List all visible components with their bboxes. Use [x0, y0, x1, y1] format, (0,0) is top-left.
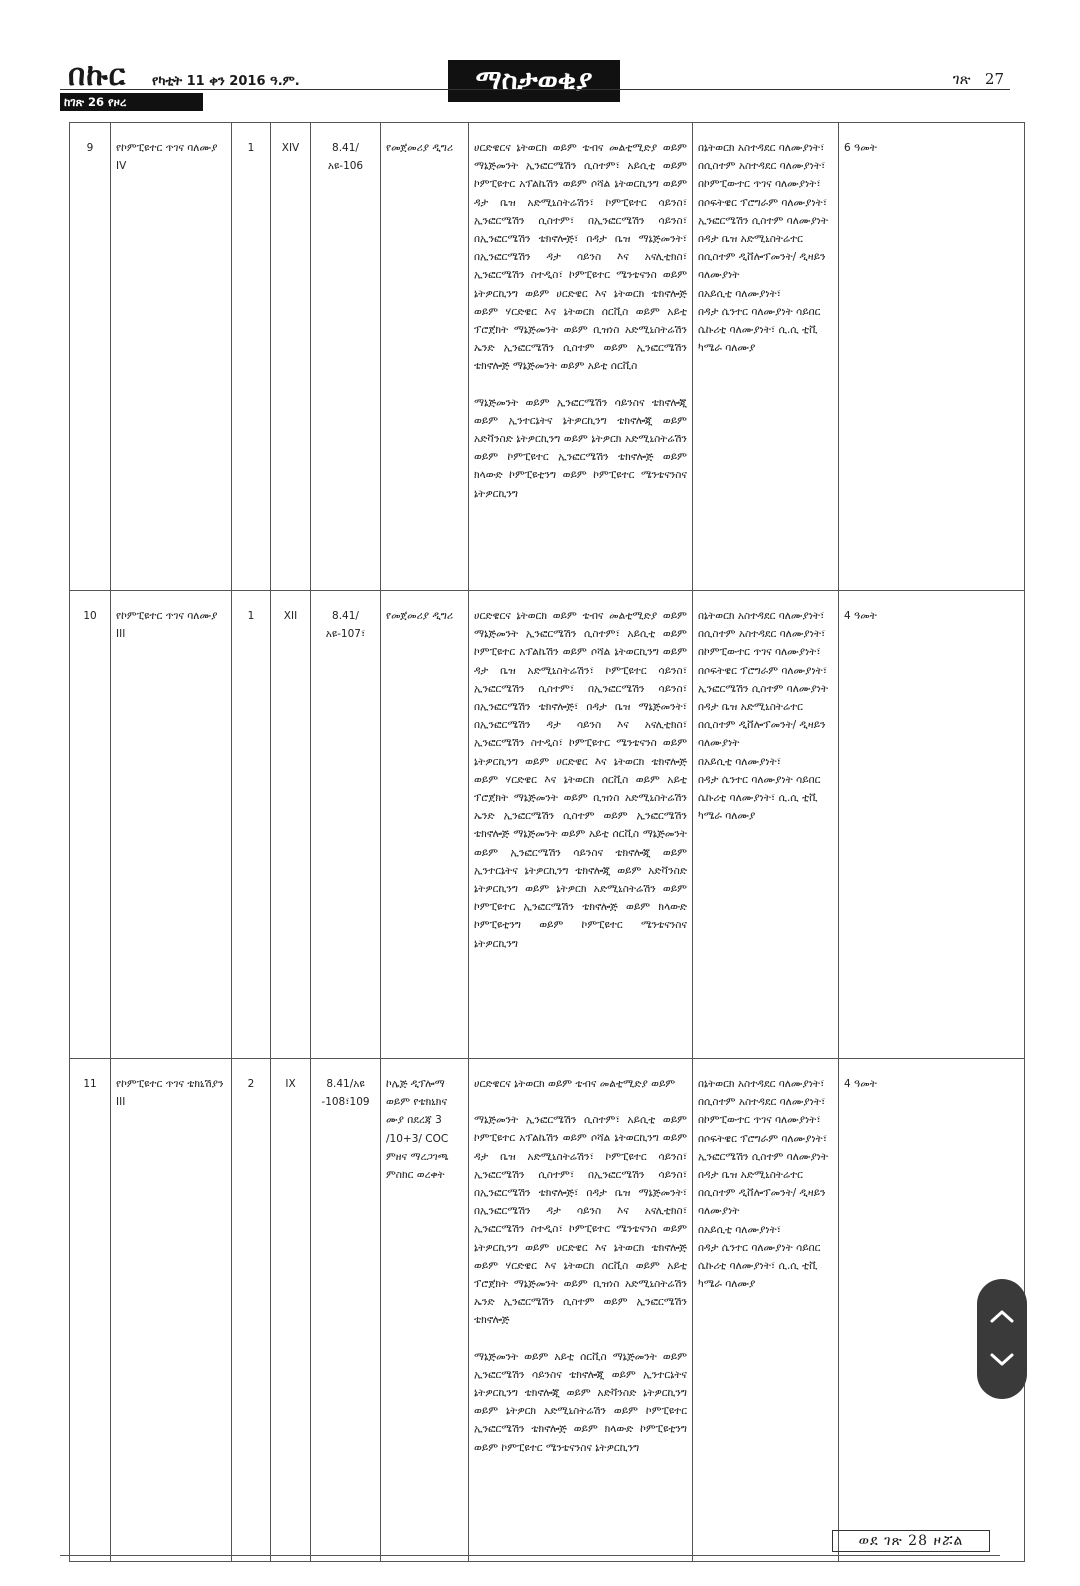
- experience-line: በኔትወርክ አስተዳደር ባለሙያነት፣: [698, 610, 825, 622]
- row-number: 11: [70, 1059, 111, 1562]
- job-code: 8.41/አዩ-106: [311, 123, 381, 591]
- field-paragraph: ማኔጅመንት ኢንፎርሜሽን ሲስተም፣ አይሲቲ ወይም ኮምፒዩተር አፕልኬሽን ወይም ሶሻል ኔትወርኪንግ ወይም ዳታ ቤዝ አድሚኒስትሬሽን፣ ኮምፒዩተር ሳይንስ፣ ኢንፎርሜሽን ሲስተም፣ በኢንፎርሜሽን ሳይንስ፣ በኢንፎርሜሽን ቴክኖሎጅ፣ በዳታ ቤዝ ማኔጅመንት፣ በኢንፎርሜሽን ዳታ ሳይንስ እና አናሊቲክስ፣ ኢንፎርሜሽን ስተዲስ፣ ኮምፒዩተር ሜንቴናንስ ወይም ኔትዎርኪንግ ወይም ሀርድዌር እና ኔትወርክ ቴክኖሎጅ ወይም ሃርድዌር እና ኔትወርክ ሰርቪስ ወይም አይቲ ፕሮጀክት ማኔጅመንት ወይም ቢዝነስ አድሚኒስትሬሽን ኤንድ ኢንፎርሜሽን ሲስተም ወይም ኢንፎርሜሽን ቴክኖሎጅ: [474, 1114, 687, 1327]
- chevron-up-icon: [989, 1308, 1015, 1324]
- relevant-experience: [693, 123, 839, 591]
- continued-on-label: ወደ ገጽ 28 ዞሯል: [832, 1530, 990, 1552]
- experience-line: በዳታ ሴንተር ባለሙያነት ሳይበር ሴኩሪቲ ባለሙያነት፣ ሲ.ሲ ቲቪ ካሜራ ባለሙያ: [698, 1241, 821, 1291]
- experience-line: በኮምፒውተር ጥገና ባለሙያነት፣ በሶፍትዌር ፕሮግራም ባለሙያነት፣ ኢንፎርሜሽን ሲስተም ባለሙያነት: [698, 646, 829, 695]
- table-row: [70, 1059, 1025, 1562]
- field-paragraph: ማኔጅመንት ወይም ኢንፎርሜሽን ሳይንስና ቴክኖሎጂ ወይም ኢንተርኔትና ኔትዎርኪንግ ቴክኖሎጂ ወይም አድቫንስድ ኔትዎርኪንግ ወይም ኔትዎርክ አድሚኒስትሬሽን ወይም ኮምፒዩተር ኢንፎርሜሽን ቴክኖሎጅ ወይም ክላውድ ኮምፒዩቲንግ ወይም ኮምፒዩተር ሜንቴናንስና ኔትዎርኪንግ: [474, 396, 687, 500]
- job-title: የኮምፒዩተር ጥገና ቴክኒሽያን III: [111, 1059, 232, 1562]
- field-of-study: [469, 591, 693, 1059]
- page-scroll-control: [977, 1279, 1027, 1399]
- field-of-study: [469, 123, 693, 591]
- education-level: የመጀመሪያ ዲግሪ: [381, 591, 469, 1059]
- chevron-down-icon: [989, 1352, 1015, 1368]
- field-paragraph: ሀርድዌርና ኔትወርክ ወይም ቴብና መልቲሚድያ ወይም ማኔጅመንት ኢንፎርሜሽን ሲስተም፣ አይሲቲ ወይም ኮምፒዩተር አፕልኬሽን ወይም ሶሻል ኔትወርኪንግ ወይም ዳታ ቤዝ አድሚኒስትሬሽን፣ ኮምፒዩተር ሳይንስ፣ ኢንፎርሜሽን ሲስተም፣ በኢንፎርሜሽን ሳይንስ፣ በኢንፎርሜሽን ቴክኖሎጅ፣ በዳታ ቤዝ ማኔጅመንት፣ በኢንፎርሜሽን ዳታ ሳይንስ እና አናሊቲክስ፣ ኢንፎርሜሽን ስተዲስ፣ ኮምፒዩተር ሜንቴናንስ ወይም ኔትዎርኪንግ ወይም ሀርድዌር እና ኔትወርክ ቴክኖሎጅ ወይም ሃርድዌር እና ኔትወርክ ሰርቪስ ወይም አይቲ ፕሮጀክት ማኔጅመንት ወይም ቢዝነስ አድሚኒስትሬሽን ኤንድ ኢንፎርሜሽን ሲስተም ወይም ኢንፎርሜሽን ቴክኖሎጅ ማኔጅመንት ወይም አይቲ ሰርቪስ ማኔጅመንት ወይም ኢንፎርሜሽን ሳይንስና ቴክኖሎጂ ወይም ኢንተርኔትና ኔትዎርኪንግ ቴክኖሎጂ ወይም አድቫንስድ ኔትዎርኪንግ ወይም ኔትዎርክ አድሚኒስትሬሽን ወይም ኮምፒዩተር ኢንፎርሜሽን ቴክኖሎጅ ወይም ክላውድ ኮምፒዩቲንግ ወይም ኮምፒዩተር ሜንቴናንስና ኔትዎርኪንግ: [474, 610, 687, 950]
- experience-line: በአይሲቲ ባለሙያነት፣: [698, 755, 781, 768]
- job-grade: IX: [271, 1059, 311, 1562]
- vacancy-table-grid: [69, 122, 1025, 1562]
- page-number: [953, 70, 1004, 88]
- table-row: [70, 123, 1025, 591]
- experience-line: በዳታ ቤዝ አድሚኒስትሬተር በሲስተም ዲቨሎፕመንት/ ዲዛይን ባለሙያነት: [698, 233, 826, 282]
- experience-line: በዳታ ቤዝ አድሚኒስትሬተር በሲስተም ዲቨሎፕመንት/ ዲዛይን ባለሙያነት: [698, 1169, 826, 1218]
- required-quantity: 1: [232, 591, 271, 1059]
- newspaper-brand: በኩር: [68, 58, 127, 93]
- job-grade: XII: [271, 591, 311, 1059]
- required-quantity: 1: [232, 123, 271, 591]
- experience-line: በዳታ ቤዝ አድሚኒስትሬተር በሲስተም ዲቨሎፕመንት/ ዲዛይን ባለሙያነት: [698, 701, 826, 750]
- footer-rule: [60, 1555, 1000, 1556]
- experience-line: በኔትወርክ አስተዳደር ባለሙያነት፣: [698, 142, 825, 154]
- field-paragraph: ሀርድዌርና ኔትወርክ ወይም ቴብና መልቲሚድያ ወይም ማኔጅመንት ኢንፎርሜሽን ሲስተም፣ አይሲቲ ወይም ኮምፒዩተር አፕልኬሽን ወይም ሶሻል ኔትወርኪንግ ወይም ዳታ ቤዝ አድሚኒስትሬሽን፣ ኮምፒዩተር ሳይንስ፣ ኢንፎርሜሽን ሲስተም፣ በኢንፎርሜሽን ሳይንስ፣ በኢንፎርሜሽን ቴክኖሎጅ፣ በዳታ ቤዝ ማኔጅመንት፣ በኢንፎርሜሽን ዳታ ሳይንስ እና አናሊቲክስ፣ ኢንፎርሜሽን ስተዲስ፣ ኮምፒዩተር ሜንቴናንስ ወይም ኔትዎርኪንግ ወይም ሀርድዌር እና ኔትወርክ ቴክኖሎጅ ወይም ሃርድዌር እና ኔትወርክ ሰርቪስ ወይም አይቲ ፕሮጀክት ማኔጅመንት ወይም ቢዝነስ አድሚኒስትሬሽን ኤንድ ኢንፎርሜሽን ሲስተም ወይም ኢንፎርሜሽን ቴክኖሎጅ ማኔጅመንት ወይም አይቲ ሰርቪስ: [474, 142, 687, 373]
- required-quantity: 2: [232, 1059, 271, 1562]
- vacancy-table: [69, 122, 1024, 1498]
- scroll-down-button[interactable]: [977, 1335, 1027, 1385]
- education-level: ኮሌጅ ዲፕሎማ ወይም የቴክኒክና ሙያ በደረጃ 3 /10+3/ COC ምዘና ማረጋገጫ ምስክር ወረቀት: [381, 1059, 469, 1562]
- experience-line: በሲስተም አስተዳደር ባለሙያነት፣ በኮምፒውተር ጥገና ባለሙያነት፣ በሶፍትዌር ፕሮግራም ባለሙያነት፣ ኢንፎርሜሽን ሲስተም ባለሙያነት: [698, 160, 829, 227]
- job-code: 8.41/አዩ-107፣: [311, 591, 381, 1059]
- relevant-experience: [693, 1059, 839, 1562]
- page-number-value: 27: [984, 70, 1004, 88]
- page-label: ገጽ: [952, 70, 971, 88]
- row-number: 9: [70, 123, 111, 591]
- field-paragraph: ማኔጅመንት ወይም አይቲ ሰርቪስ ማኔጅመንት ወይም ኢንፎርሜሽን ሳይንስና ቴክኖሎጂ ወይም ኢንተርኔትና ኔትዎርኪንግ ቴክኖሎጂ ወይም አድቫንስድ ኔትዎርኪንግ ወይም ኔትዎርክ አድሚኒስትሬሽን ወይም ኮምፒዩተር ኢንፎርሜሽን ቴክኖሎጅ ወይም ክላውድ ኮምፒዩቲንግ ወይም ኮምፒዩተር ሜንቴናንስና ኔትዎርኪንግ: [474, 1350, 687, 1454]
- experience-line: በኔትወርክ አስተዳደር ባለሙያነት፣: [698, 1078, 825, 1090]
- row-number: 10: [70, 591, 111, 1059]
- issue-date: የካቲት 11 ቀን 2016 ዓ.ም.: [152, 74, 300, 89]
- continued-from-label: ከገጽ 26 የዞረ: [60, 93, 203, 111]
- experience-years: 4 ዓመት: [839, 591, 1025, 1059]
- scroll-up-button[interactable]: [977, 1291, 1027, 1341]
- experience-years: 6 ዓመት: [839, 123, 1025, 591]
- job-grade: XIV: [271, 123, 311, 591]
- job-title: የኮምፒዩተር ጥገና ባለሙያ IV: [111, 123, 232, 591]
- experience-years: 4 ዓመት: [839, 1059, 1025, 1562]
- experience-line: በዳታ ሴንተር ባለሙያነት ሳይበር ሴኩሪቲ ባለሙያነት፣ ሲ.ሲ ቲቪ ካሜራ ባለሙያ: [698, 305, 821, 355]
- education-level: የመጀመሪያ ዲግሪ: [381, 123, 469, 591]
- experience-line: በዳታ ሴንተር ባለሙያነት ሳይበር ሴኩሪቲ ባለሙያነት፣ ሲ.ሲ ቲቪ ካሜራ ባለሙያ: [698, 773, 821, 823]
- experience-line: በአይሲቲ ባለሙያነት፣: [698, 287, 781, 300]
- job-code: 8.41/አዩ -108፣109: [311, 1059, 381, 1562]
- field-paragraph: ሀርድዌርና ኔትወርክ ወይም ቴብና መልቲሚድያ ወይም: [474, 1078, 676, 1090]
- field-of-study: [469, 1059, 693, 1562]
- relevant-experience: [693, 591, 839, 1059]
- experience-line: በሲስተም አስተዳደር ባለሙያነት፣: [698, 628, 826, 641]
- section-title: ማስታወቂያ: [448, 60, 620, 102]
- job-title: የኮምፒዩተር ጥገና ባለሙያ III: [111, 591, 232, 1059]
- masthead: [60, 58, 1010, 113]
- experience-line: በሲስተም አስተዳደር ባለሙያነት፣ በኮምፒውተር ጥገና ባለሙያነት፣ በሶፍትዌር ፕሮግራም ባለሙያነት፣ ኢንፎርሜሽን ሲስተም ባለሙያነት: [698, 1096, 829, 1163]
- header-rule: [60, 89, 1010, 90]
- experience-line: በአይሲቲ ባለሙያነት፣: [698, 1223, 781, 1236]
- table-row: [70, 591, 1025, 1059]
